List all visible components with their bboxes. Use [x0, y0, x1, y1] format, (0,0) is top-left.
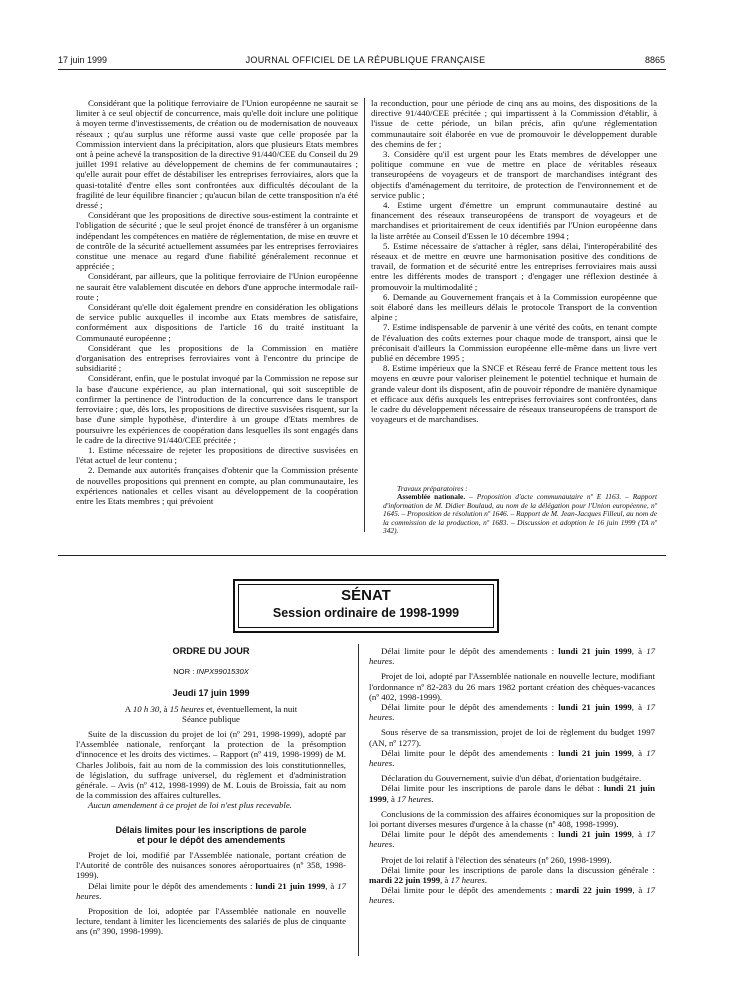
deadline-text: Délai limite pour le dépôt des amendements :	[88, 880, 256, 891]
column-divider	[358, 644, 359, 956]
paragraph: Sous réserve de sa transmission, projet de loi de règlement du budget 1997 (AN, nº 1277).	[369, 727, 655, 748]
paragraph: Considérant, enfin, que le postulat invoqué par la Commission ne repose sur la base d'aucune expérience, au plan international, qui soit susceptible de confirmer la pertinence de l'introduction de la concurrence dans le transport ferroviaire ; que, dès lors, les propositions de directive susvisées risquent, sur la base d'une simple hypothèse, d'interdire à un groupe d'Etats membres de poursuivre les expériences de coopération dans lesquelles ils sont engagés dans le cadre de la directive 91/440/CEE précitée ;	[76, 373, 358, 445]
session-day: Jeudi 17 juin 1999	[172, 688, 250, 699]
deadline-text: , à	[325, 880, 338, 891]
deadline-text: .	[392, 712, 395, 723]
deadline-line	[369, 885, 655, 905]
deadline-date: lundi 21 juin 1999	[255, 880, 326, 891]
deadline-hour: 17 heures	[369, 885, 655, 906]
travaux-text: – Proposition d'acte communautaire nº E 1163. – Rapport d'information de M. Didier Boulaud, au nom de la délégation pour l'Union européenne, nº 1645. – Proposition de résolution nº 1646. – Rapport de M. Jean-Jacques Filleul, au nom de la commission de la production, nº 1683. – Discussion et adoption le 16 juin 1999 (TA nº 342).	[383, 492, 658, 536]
no-amendment-note: Aucun amendement à ce projet de loi n'est plus recevable.	[88, 800, 292, 811]
deadline-text: .	[392, 895, 395, 906]
paragraph: Considérant que les propositions de la Commission en matière d'organisation des entreprises ferroviaires vont à l'encontre du principe de subsidiarité ;	[76, 342, 358, 374]
deadline-line	[369, 646, 655, 666]
travaux-body	[383, 493, 657, 535]
deadline-hour: 17 heures	[369, 829, 655, 850]
deadline-date: lundi 21 juin 1999	[558, 702, 632, 713]
paragraph: 4. Estime urgent d'émettre un emprunt communautaire destiné au financement des réseaux transeuropéens de transport de voyageurs et de marchandises et prioritairement de ceux identifiés par l'Union européenne dans la liste arrêtée au Conseil d'Essen le 10 décembre 1994 ;	[371, 200, 657, 241]
senat-title-box-inner	[238, 584, 494, 628]
senat-subtitle: Session ordinaire de 1998-1999	[272, 606, 460, 620]
paragraph: Déclaration du Gouvernement, suivie d'un débat, d'orientation budgétaire.	[381, 773, 642, 784]
senat-title: SÉNAT	[341, 587, 391, 604]
deadline-text: Délai limite pour les inscriptions de parole dans le débat :	[381, 783, 604, 794]
paragraph: Considérant qu'elle doit également prendre en considération les obligations de service public auxquelles il incombe aux Etats membres de satisfaire, conformément aux dispositions de l'article 16 du traité instituant la Communauté européenne ;	[76, 302, 358, 343]
deadline-date: mardi 22 juin 1999	[556, 885, 633, 896]
paragraph: 7. Estime indispensable de parvenir à une vérité des coûts, en tenant compte de l'évaluation des coûts externes pour chaque mode de transport, ainsi que le préconisait d'ailleurs la Commission européenne elle-même dans un livre vert publié en décembre 1995 ;	[371, 322, 657, 364]
deadline-date: lundi 21 juin 1999	[369, 783, 655, 804]
deadline-hour: 17 heures	[369, 646, 655, 667]
paragraph: Considérant que la politique ferroviaire de l'Union européenne ne saurait se limiter à ce seul objectif de concurrence, mais qu'elle doit inclure une politique à moyen terme d'investissements, de création ou de modernisation de nouveaux réseaux ; qu'au surplus une réforme aussi vaste que celle proposée par la Commission intervient dans la précipitation, alors que plusieurs Etats membres ont à peine achevé la transposition de la directive 91/440/CEE du Conseil du 29 juillet 1991 relative au développement de chemins de fer communautaires ; qu'elle aurait pour effet de déstabiliser les entreprises ferroviaires, alors que la quasi-totalité d'entre elles sont confrontées aux difficultés découlant de la fragilité de leur équilibre financier ; qu'aucun bilan de cette transposition n'a été dressé ;	[76, 98, 358, 211]
deadline-hour: 17 heures	[397, 793, 432, 804]
deadline-date: lundi 21 juin 1999	[558, 747, 632, 758]
deadline-line	[369, 748, 655, 768]
deadline-text: , à	[631, 702, 647, 713]
paragraph: Conclusions de la commission des affaires économiques sur la proposition de loi portant diverses mesures d'urgence à la chasse (nº 408, 1998-1999).	[369, 808, 655, 830]
deadline-text: , à	[440, 875, 451, 886]
column-left-bottom	[76, 646, 346, 937]
paragraph: Proposition de loi, adoptée par l'Assemblée nationale en nouvelle lecture, tendant à limiter les licenciements des salariés de plus de cinquante ans (nº 390, 1998-1999).	[76, 906, 346, 937]
header-date: 17 juin 1999	[58, 55, 108, 65]
column-left-top	[76, 98, 358, 506]
column-right-top	[371, 98, 657, 425]
nor-code: INPX9901530X	[196, 667, 249, 677]
deadline-text: .	[392, 758, 395, 769]
deadline-date: lundi 21 juin 1999	[558, 829, 632, 840]
deadline-line	[369, 702, 655, 722]
deadline-date: mardi 22 juin 1999	[369, 875, 441, 886]
paragraph: la reconduction, pour une période de cinq ans au moins, des dispositions de la directive 91/440/CEE précitée ; qui impartissent à la Commission d'établir, à l'issue de cette période, un bilan précis, afin qu'une réglementation communautaire soit élaborée en vue de promouvoir le développement durable des chemins de fer ;	[371, 98, 657, 149]
travaux-label: Assemblée nationale.	[397, 492, 466, 502]
deadline-text: , à	[632, 885, 647, 896]
deadline-text: .	[99, 890, 102, 901]
deadline-text: , à	[631, 747, 647, 758]
delais-heading-line2: et pour le dépôt des amendements	[136, 834, 286, 845]
deadline-hour: 17 heures	[369, 702, 655, 723]
deadline-text: .	[484, 875, 487, 886]
paragraph: Considérant, par ailleurs, que la politique ferroviaire de l'Union européenne ne saurait être valablement discutée en dehors d'une approche intermodale rail-route ;	[76, 271, 358, 302]
session-time	[76, 704, 346, 714]
paragraph: 3. Considère qu'il est urgent pour les Etats membres de développer une politique commune en vue de mettre en place de véritables réseaux transeuropéens de voyageurs et de transport de marchandises intégrant des objectifs d'aménagement du territoire, de protection de l'environnement et de service public ;	[371, 149, 657, 200]
deadline-text: , à	[631, 646, 647, 656]
deadline-text: .	[392, 656, 395, 667]
deadline-text: , à	[386, 793, 398, 804]
paragraph: 2. Demande aux autorités françaises d'obtenir que la Commission présente de nouvelles propositions qui prennent en compte, au plan communautaire, les expériences nationales et celles visant au développement de la coopération entre les Etats membres ; qui prévoient	[76, 465, 358, 506]
paragraph: 5. Estime nécessaire de s'attacher à régler, sans délai, l'interopérabilité des réseaux et de mettre en œuvre une harmonisation positive des conditions de travail, de formation et de sécurité entre les entreprises ferroviaires mais aussi entre les différents modes de transport ; d'engager une réflexion destinée à promouvoir la multimodalité ;	[371, 240, 657, 292]
paragraph: Projet de loi relatif à l'élection des sénateurs (nº 260, 1998-1999).	[381, 854, 612, 865]
column-right-bottom	[369, 646, 655, 906]
paragraph: Considérant que les propositions de directive sous-estiment la contrainte et l'obligation de sécurité ; que le seul projet énoncé de transférer à un organisme indépendant les compétences en matière de réglementation, de mise en œuvre et de contrôle de la sécurité actuellement assumées par les entreprises ferroviaires constitue une menace au regard d'une fiabilité généralement reconnue et appréciée ;	[76, 210, 358, 272]
deadline-hour: 17 heures	[76, 880, 346, 901]
nor-label: NOR :	[173, 667, 197, 677]
deadline-line	[76, 881, 346, 901]
deadline-text: .	[392, 839, 395, 850]
paragraph: 1. Estime nécessaire de rejeter les propositions de directive susvisées en l'état actuel de leur contenu ;	[76, 444, 358, 466]
time-text: , à	[159, 703, 170, 714]
paragraph: Projet de loi, modifié par l'Assemblée nationale, portant création de l'Autorité de contrôle des nuisances sonores aéroportuaires (nº 358, 1998-1999).	[76, 850, 346, 881]
deadline-text: Délai limite pour le dépôt des amendements :	[381, 646, 559, 656]
deadline-text: Délai limite pour le dépôt des amendements :	[381, 885, 557, 896]
deadline-text: , à	[631, 829, 647, 840]
deadline-line	[369, 829, 655, 849]
seance-publique: Séance publique	[182, 713, 240, 724]
deadline-line	[369, 865, 655, 885]
deadline-text: .	[431, 793, 434, 804]
header-rule	[58, 69, 666, 70]
ordre-du-jour-heading: ORDRE DU JOUR	[172, 646, 250, 656]
deadline-hour: 17 heures	[450, 875, 485, 886]
deadline-text: Délai limite pour le dépôt des amendements :	[381, 829, 559, 840]
header-journal-title: JOURNAL OFFICIEL DE LA RÉPUBLIQUE FRANÇAISE	[245, 55, 486, 65]
senat-title-box	[233, 579, 499, 633]
deadline-date: lundi 21 juin 1999	[558, 646, 632, 656]
time-text: A	[124, 703, 133, 714]
section-rule	[58, 555, 666, 556]
paragraph: 8. Estime impérieux que la SNCF et Réseau ferré de France mettent tous les moyens en œuvre pour valoriser pleinement le potentiel technique et humain de grande valeur dont ils disposent, afin de pouvoir répondre de manière dynamique et efficace aux défis auxquels les entreprises ferroviaires sont confrontées, dans le cadre du développement nécessaire de réseaux transeuropéens de transport de voyageurs et de marchandises.	[371, 363, 657, 425]
deadline-text: Délai limite pour les inscriptions de parole dans la discussion générale :	[381, 864, 655, 875]
time-afternoon: 15 heures	[169, 703, 204, 714]
time-morning: 10 h 30	[132, 703, 160, 714]
paragraph: Suite de la discussion du projet de loi (nº 291, 1998-1999), adopté par l'Assemblée nationale, renforçant la protection de la présomption d'innocence et les droits des victimes. – Rapport (nº 419, 1998-1999) de M. Charles Jolibois, fait au nom de la commission des lois constitutionnelles, de législation, du suffrage universel, du règlement et d'administration générale. – Avis (nº 412, 1998-1999) de M. Louis de Broissia, fait au nom de la commission des affaires culturelles.	[76, 729, 346, 801]
paragraph: 6. Demande au Gouvernement français et à la Commission européenne que soit élaboré dans les meilleurs délais le protocole Transport de la convention alpine ;	[371, 291, 657, 323]
nor-line	[76, 667, 346, 677]
travaux-heading: Travaux préparatoires :	[397, 484, 468, 493]
travaux-preparatoires	[383, 485, 657, 535]
header-page-number: 8865	[644, 55, 665, 65]
deadline-text: Délai limite pour le dépôt des amendements :	[381, 747, 559, 758]
deadline-line	[369, 783, 655, 803]
deadline-hour: 17 heures	[369, 747, 655, 769]
time-text: et, éventuellement, la nuit	[203, 703, 298, 714]
deadline-text: Délai limite pour le dépôt des amendements :	[381, 702, 559, 713]
column-divider	[364, 98, 365, 532]
delais-heading-line1: Délais limites pour les inscriptions de parole	[115, 824, 307, 835]
paragraph: Projet de loi, adopté par l'Assemblée nationale en nouvelle lecture, modifiant l'ordonnance nº 82-283 du 26 mars 1982 portant création des chèques-vacances (nº 402, 1998-1999).	[369, 671, 655, 702]
